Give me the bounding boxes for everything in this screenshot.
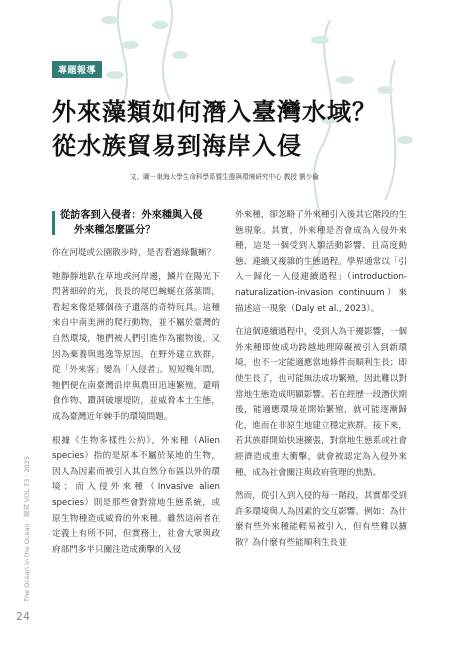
section-heading-line2: 外來種怎麼區分？	[74, 225, 156, 236]
article-title-line1: 外來藻類如何潛入臺灣水域？	[52, 98, 377, 126]
section-heading-line1: 從訪客到入侵者：外來種與入侵	[60, 210, 203, 221]
paragraph: 你在河堤或公園散步時，是否看過綠鬣蜥？	[52, 248, 216, 258]
right-column	[235, 208, 407, 559]
section-tag: 專題報導	[52, 61, 102, 78]
paragraph: 然而，從引入到入侵的每一階段，其實都受到許多環境與人為因素的交互影響。例如：為什麼有些外來種能輕易被引入，但有些難以擴散？為什麼有些能順利生長並	[235, 491, 407, 548]
author-credit: 文、圖－東海大學生命科學系暨生態與環境研究中心 教授 劉少倫	[130, 173, 319, 181]
section-heading	[52, 208, 220, 238]
article-title-line2: 從水族貿易到海岸入侵	[52, 132, 302, 160]
left-column	[52, 208, 220, 566]
page-number: 24	[16, 610, 30, 623]
paragraph: 根據《生物多樣性公約》，外來種（Alien species）指的是原本不屬於某地的生物，因人為因素而被引入其自然分布區以外的環境；而入侵外來種（Invasive alien species）則是那些會對當地生態系統，或原生物種造成威脅的外來種。雖然這兩者在定義上有所不同，但實務上，社會大眾與政府部門多半只關注造成衝擊的入侵	[52, 435, 220, 555]
journal-footer: The Ocean in the Ocean · 國海 VOL.73 · 2025	[23, 456, 31, 602]
paragraph: 牠靜靜地趴在草地或河岸邊，鱗片在陽光下閃著細碎的光，長長的尾巴蜿蜒在落葉間，看起來像是哪個孩子遺落的奇特玩具。這種來自中南美洲的爬行動物，並不屬於臺灣的自然環境，牠們被人們引進作為寵物後，又因為棄養與逃逸等原因，在野外建立族群，從「外來客」變為「入侵者」。短短幾年間，牠們便在南臺灣沿岸與農田迅速繁殖，還啃食作物、鑽洞破壞堤防，並威脅本土生態，成為臺灣近年棘手的環境問題。	[52, 271, 220, 422]
paragraph: 在這個連續過程中，受到人為干擾影響，一個外來種即使成功跨越地理障礙被引入到新環境，也不一定能適應當地條件而順利生長；即使生長了，也可能無法成功繁殖，因此難以對當地生態造成明顯影響。若在經歷一段潛伏期後，能適應環境並開始繁殖，就可能逐漸歸化，進而在非原生地建立穩定族群。接下來，若其族群開始快速擴張，對當地生態系或社會經濟造成重大衝擊，就會被認定為入侵外來種，成為社會關注與政府管理的焦點。	[235, 327, 407, 478]
paragraph: 外來種，卻忽略了外來種引入後其它階段的生態現象。其實，外來種是否會成為入侵外來種，這是一個受到人類活動影響、且高度動態、連續又複雜的生態過程。學界通常以「引入－歸化－入侵連續過程」（introduction-naturalization-invasion continuum）來描述這一現象（Daly et al., 2023）。	[235, 210, 407, 314]
